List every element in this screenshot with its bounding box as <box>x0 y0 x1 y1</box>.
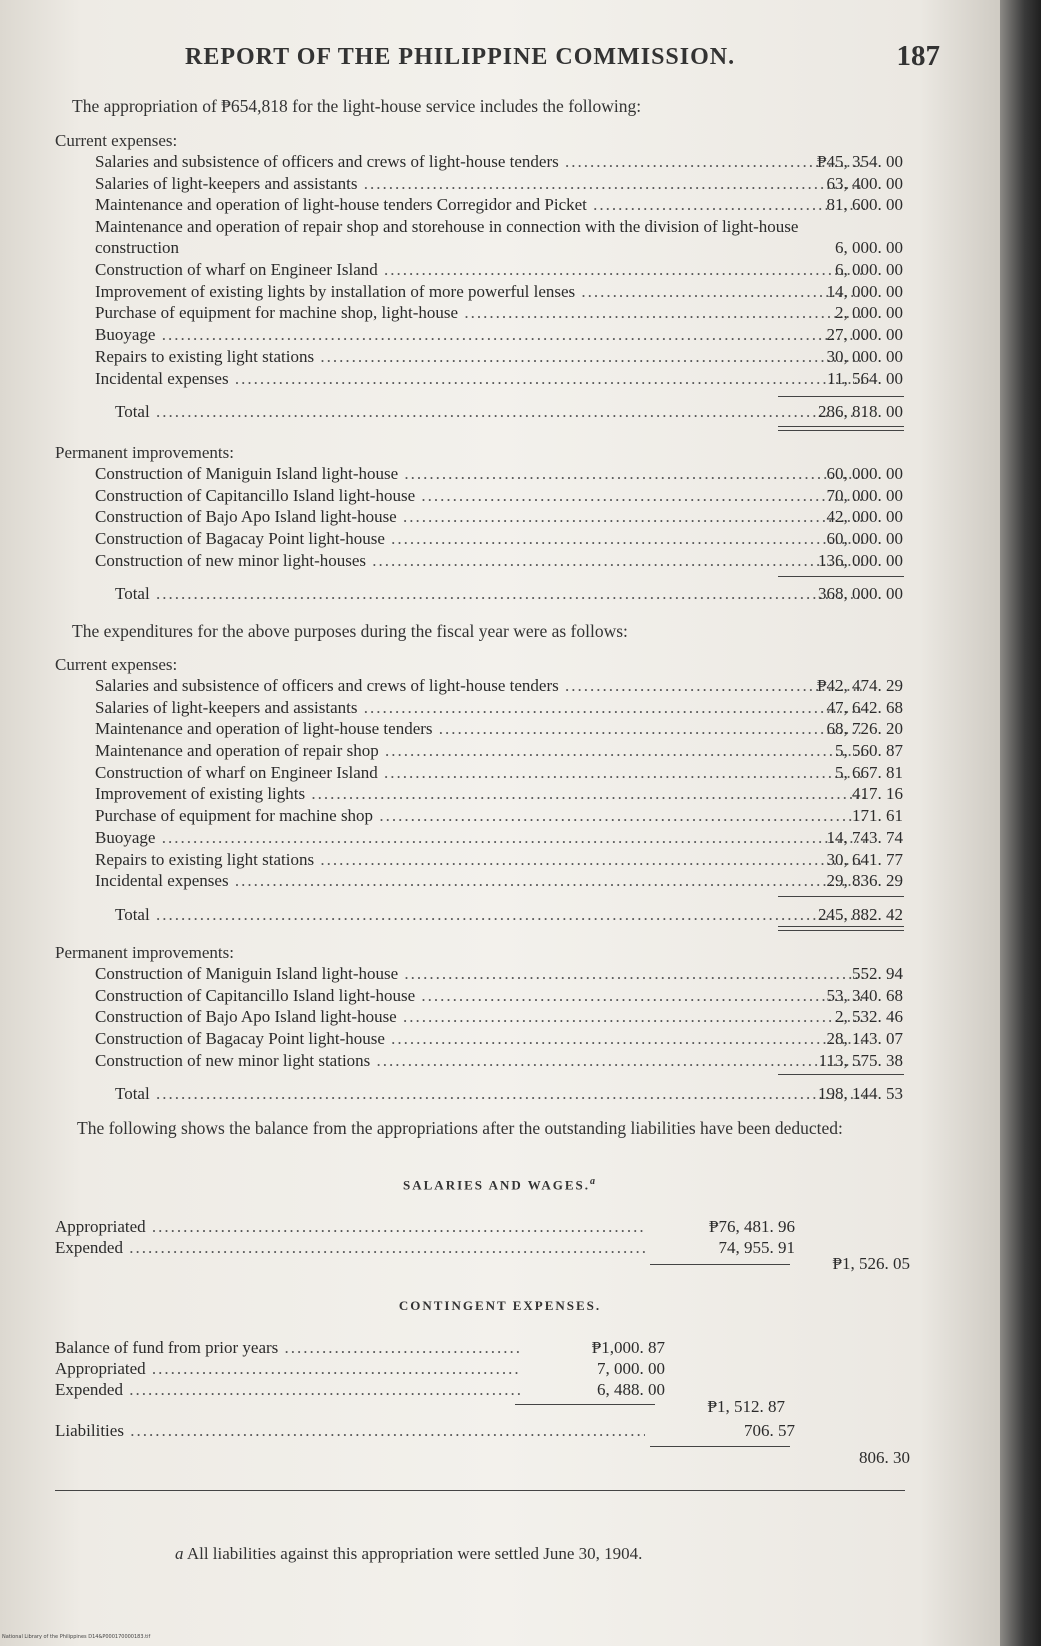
row-amount: 136, 000. 00 <box>818 550 903 570</box>
row-label: Repairs to existing light stations ..... <box>95 346 865 368</box>
contingent-appropriated-row <box>55 1358 955 1380</box>
row-label: Liabilities ..... <box>55 1420 645 1442</box>
sum-rule <box>778 396 904 397</box>
row-amount: 47, 642. 68 <box>826 697 903 717</box>
ledger-row <box>55 151 955 173</box>
row-amount: 706. 57 <box>744 1421 795 1440</box>
row-label: Construction of new minor light-houses ..... <box>95 550 865 572</box>
page-edge-shadow <box>1000 0 1041 1646</box>
footnote-text: All liabilities against this appropriation were settled June 30, 1904. <box>186 1544 643 1563</box>
row-label: Construction of Bagacay Point light-house ..... <box>95 528 865 550</box>
sum-rule <box>778 896 904 897</box>
row-amount: 7, 000. 00 <box>597 1359 665 1378</box>
row-amount: ₱1,000. 87 <box>591 1338 665 1357</box>
sum-rule <box>778 1074 904 1075</box>
ledger-row <box>55 783 955 805</box>
ledger-row <box>55 1028 955 1050</box>
row-amount: ₱45, 354. 00 <box>817 152 903 171</box>
sum-rule <box>650 1446 790 1447</box>
row-amount: 42, 000. 00 <box>826 507 903 527</box>
row-label: Salaries of light-keepers and assistants ..... <box>95 173 865 195</box>
ledger-row <box>55 463 955 485</box>
contingent-prior-row <box>55 1337 955 1359</box>
row-label: Maintenance and operation of light-house tenders Corregidor and Picket ..... <box>95 194 865 216</box>
footnote-rule <box>55 1490 905 1491</box>
contingent-balance: 806. 30 <box>859 1448 910 1467</box>
ledger-row <box>55 259 955 281</box>
row-label: Maintenance and operation of repair shop and storehouse in connection with the division of light-house construction ..... <box>95 216 865 259</box>
row-amount: 5, 560. 87 <box>835 741 903 761</box>
ledger-row <box>55 506 955 528</box>
row-label: Balance of fund from prior years ..... <box>55 1337 520 1359</box>
row-amount: 113, 575. 38 <box>818 1050 903 1070</box>
total-label: Total ..... <box>115 900 865 930</box>
ledger-row <box>55 528 955 550</box>
row-amount: 552. 94 <box>852 964 903 983</box>
ledger-row <box>55 718 955 740</box>
ledger-row <box>55 805 955 827</box>
row-amount: 6, 000. 00 <box>835 260 903 280</box>
row-label: Buoyage ..... <box>95 827 865 849</box>
total-label: Total ..... <box>115 397 865 427</box>
total-label: Total ..... <box>115 579 865 609</box>
ledger-row <box>55 324 955 346</box>
ledger-row <box>55 302 955 324</box>
row-label: Purchase of equipment for machine shop ..... <box>95 805 865 827</box>
section-heading: Current expenses: <box>55 131 178 150</box>
ledger-row <box>55 675 955 697</box>
footnote-marker: a <box>175 1544 184 1563</box>
row-label: Improvement of existing lights by installation of more powerful lenses ..... <box>95 281 865 303</box>
ledger-row <box>55 281 955 303</box>
row-label: Incidental expenses ..... <box>95 870 865 892</box>
row-label: Construction of Maniguin Island light-house ..... <box>95 963 865 985</box>
row-amount: 14, 000. 00 <box>826 281 903 301</box>
row-amount: 5, 667. 81 <box>835 762 903 782</box>
salaries-heading-text: SALARIES AND WAGES. <box>403 1177 590 1193</box>
row-label: Construction of wharf on Engineer Island ..... <box>95 762 865 784</box>
section-heading: Permanent improvements: <box>55 943 234 962</box>
ledger-row <box>55 346 955 368</box>
expenditure-permanent-section <box>55 942 955 1109</box>
ledger-row <box>55 173 955 195</box>
row-amount: 60, 000. 00 <box>826 464 903 483</box>
row-label: Appropriated ..... <box>55 1358 520 1380</box>
total-row <box>55 1079 955 1109</box>
contingent-expended-row <box>55 1379 955 1401</box>
total-amount: 286, 818. 00 <box>818 402 903 422</box>
row-amount: 81, 600. 00 <box>826 195 903 215</box>
row-label: Buoyage ..... <box>95 324 865 346</box>
row-label: Repairs to existing light stations ..... <box>95 849 865 871</box>
row-label: Construction of wharf on Engineer Island ..... <box>95 259 865 281</box>
row-label: Construction of Bajo Apo Island light-house ..... <box>95 506 865 528</box>
ledger-row <box>55 550 955 572</box>
row-label: Incidental expenses ..... <box>95 368 865 390</box>
salaries-balance: ₱1, 526. 05 <box>832 1254 910 1273</box>
double-rule <box>778 426 904 431</box>
row-label: Salaries of light-keepers and assistants ..... <box>95 697 865 719</box>
ledger-row <box>55 963 955 985</box>
ledger-row <box>55 870 955 892</box>
row-label: Salaries and subsistence of officers and crews of light-house tenders ..... <box>95 151 865 173</box>
row-label: Appropriated ..... <box>55 1216 645 1238</box>
row-label: Maintenance and operation of light-house tenders ..... <box>95 718 865 740</box>
appropriation-permanent-section <box>55 442 955 609</box>
row-amount: 417. 16 <box>852 784 903 804</box>
row-amount: 6, 000. 00 <box>835 238 903 258</box>
row-label: Expended ..... <box>55 1379 520 1401</box>
total-amount: 198, 144. 53 <box>818 1084 903 1104</box>
row-amount: 63, 400. 00 <box>826 173 903 193</box>
row-label: Construction of Maniguin Island light-house ..... <box>95 463 865 485</box>
row-amount: 30, 641. 77 <box>826 849 903 869</box>
row-amount: 53, 340. 68 <box>826 985 903 1005</box>
ledger-row <box>55 1006 955 1028</box>
contingent-heading: CONTINGENT EXPENSES. <box>398 1298 602 1313</box>
expenditure-current-section <box>55 654 955 930</box>
page-number: 187 <box>896 40 940 72</box>
row-amount: 171. 61 <box>852 806 903 826</box>
row-label: Expended ..... <box>55 1237 645 1259</box>
row-amount: 2, 000. 00 <box>835 303 903 323</box>
row-amount: 6, 488. 00 <box>597 1380 665 1399</box>
salaries-heading <box>0 1176 1000 1193</box>
row-label: Construction of Bagacay Point light-house ..... <box>95 1028 865 1050</box>
ledger-row <box>55 985 955 1007</box>
row-amount: 74, 955. 91 <box>718 1238 795 1257</box>
row-amount: 60, 000. 00 <box>826 529 903 549</box>
footnote-marker: a <box>589 1176 597 1187</box>
row-label: Improvement of existing lights ..... <box>95 783 865 805</box>
row-label: Construction of Bajo Apo Island light-house ..... <box>95 1006 865 1028</box>
row-amount: 27, 000. 00 <box>826 325 903 345</box>
row-amount: 11, 564. 00 <box>827 368 903 388</box>
row-amount: 70, 000. 00 <box>826 485 903 505</box>
row-label: Construction of Capitancillo Island light-house ..... <box>95 985 865 1007</box>
footnote <box>175 1544 642 1564</box>
row-amount: 30, 000. 00 <box>826 346 903 366</box>
appropriation-current-section <box>55 130 955 427</box>
section-heading: Current expenses: <box>55 655 178 674</box>
contingent-subtotal: ₱1, 512. 87 <box>707 1397 785 1416</box>
row-amount: 28, 143. 07 <box>826 1029 903 1049</box>
sum-rule <box>650 1264 790 1265</box>
sum-rule <box>515 1404 655 1405</box>
total-label: Total ..... <box>115 1079 865 1109</box>
row-label: Construction of Capitancillo Island light-house ..... <box>95 485 865 507</box>
ledger-row <box>55 194 955 216</box>
row-amount: 2, 532. 46 <box>835 1007 903 1027</box>
total-row <box>55 397 955 427</box>
row-label: Construction of new minor light stations ..... <box>95 1050 865 1072</box>
ledger-row <box>55 1050 955 1072</box>
double-rule <box>778 926 904 931</box>
row-label: Purchase of equipment for machine shop, light-house ..... <box>95 302 865 324</box>
row-amount: 68, 726. 20 <box>826 719 903 739</box>
salaries-appropriated-row <box>55 1216 955 1238</box>
intro-balance: The following shows the balance from the appropriations after the outstanding liabilities have been deducted: <box>77 1118 843 1138</box>
page-header <box>150 40 950 80</box>
row-amount: 29, 836. 29 <box>826 871 903 891</box>
total-amount: 245, 882. 42 <box>818 904 903 924</box>
ledger-row <box>55 849 955 871</box>
sum-rule <box>778 576 904 577</box>
intro-expenditures: The expenditures for the above purposes during the fiscal year were as follows: <box>72 621 628 641</box>
ledger-row <box>55 740 955 762</box>
ledger-row <box>55 827 955 849</box>
intro-appropriation: The appropriation of ₱654,818 for the light-house service includes the following: <box>72 96 642 116</box>
row-amount: 14, 743. 74 <box>826 827 903 847</box>
section-heading: Permanent improvements: <box>55 443 234 462</box>
ledger-row <box>55 368 955 390</box>
running-title: REPORT OF THE PHILIPPINE COMMISSION. <box>185 44 736 70</box>
row-amount: ₱42, 474. 29 <box>817 676 903 695</box>
row-label: Salaries and subsistence of officers and crews of light-house tenders ..... <box>95 675 865 697</box>
scan-credit: National Library of the Philippines D14&P000170000183.tif <box>2 1634 151 1640</box>
row-label: Maintenance and operation of repair shop ..... <box>95 740 865 762</box>
row-amount: ₱76, 481. 96 <box>709 1217 795 1236</box>
salaries-expended-row <box>55 1237 955 1259</box>
ledger-row <box>55 697 955 719</box>
total-row <box>55 579 955 609</box>
ledger-row <box>55 762 955 784</box>
total-amount: 368, 000. 00 <box>818 584 903 604</box>
ledger-row <box>55 216 955 259</box>
ledger-row <box>55 485 955 507</box>
contingent-liabilities-row <box>55 1420 955 1442</box>
